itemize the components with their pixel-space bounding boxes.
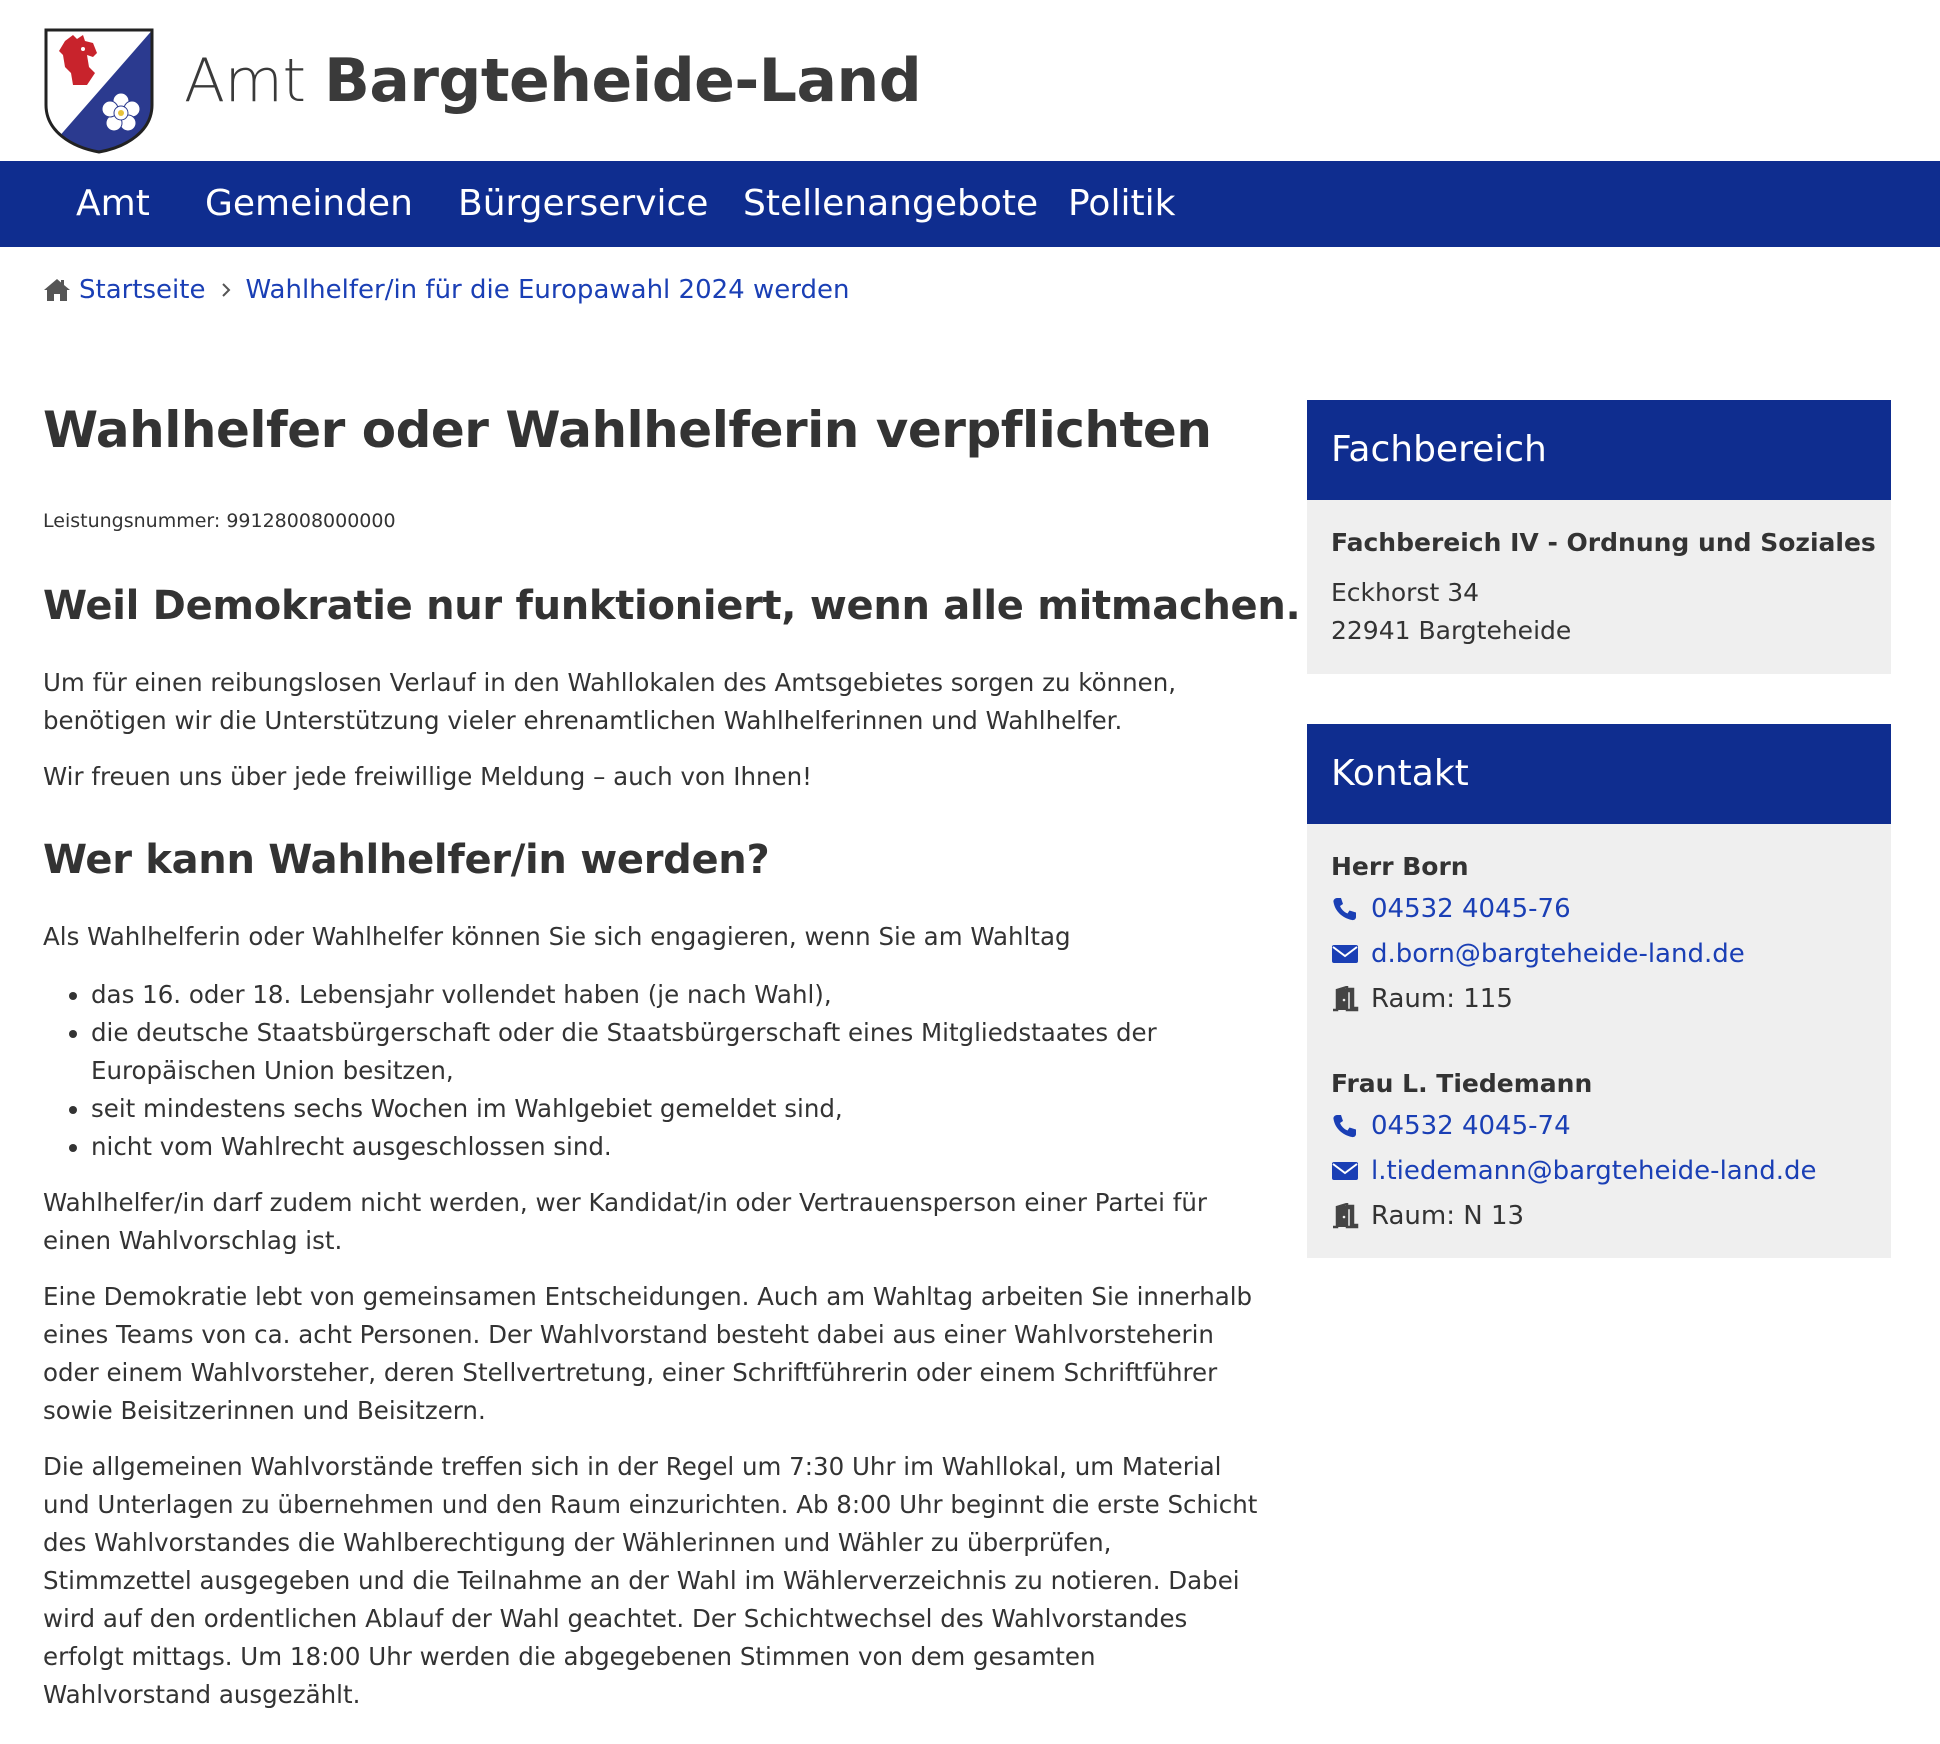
contact-email-link[interactable]: l.tiedemann@bargteheide-land.de [1371, 1155, 1817, 1186]
contact-box [1307, 724, 1891, 1258]
contact-phone-row [1331, 1103, 1867, 1148]
department-box [1307, 400, 1891, 674]
department-box-body [1307, 500, 1891, 674]
contact-room-row [1331, 1193, 1867, 1238]
requirements-list [91, 976, 1258, 1166]
chevron-right-icon [217, 281, 235, 299]
home-icon[interactable] [43, 278, 71, 302]
contact-room: Raum: 115 [1371, 983, 1513, 1014]
department-city: 22941 Bargteheide [1331, 616, 1572, 645]
nav-item-buergerservice[interactable]: Bürgerservice [458, 183, 709, 224]
paragraph-intro: Um für einen reibungslosen Verlauf in den Wahllokalen des Amtsgebietes sorgen zu können, benötigen wir die Unterstützung vieler ehrenamtlichen Wahlhelferinnen und Wahlhelfer. [43, 668, 1177, 735]
door-icon [1331, 1203, 1359, 1229]
contact-email-row [1331, 1148, 1867, 1193]
department-box-heading: Fachbereich [1307, 400, 1891, 500]
contact-phone-row [1331, 886, 1867, 931]
breadcrumb-home-link[interactable]: Startseite [79, 275, 206, 305]
phone-icon [1331, 1113, 1359, 1139]
department-street: Eckhorst 34 [1331, 578, 1480, 607]
list-item: • seit mindestens sechs Wochen im Wahlgebiet gemeldet sind, [91, 1090, 1258, 1128]
main-content [43, 400, 1301, 1714]
envelope-icon [1331, 941, 1359, 967]
paragraph-schedule: Die allgemeinen Wahlvorstände treffen sich in der Regel um 7:30 Uhr im Wahllokal, um Material und Unterlagen zu übernehmen und den Raum einzurichten. Ab 8:00 Uhr beginnt die erste Schicht des Wahlvorstandes die Wahlberechtigung der Wählerinnen und Wähler zu überprüfen, Stimmzettel ausgegeben und die Teilnahme an der Wahl im Wählerverzeichnis zu notieren. Dabei wird auf den ordentlichen Ablauf der Wahl geachtet. Der Schichtwechsel des Wahlvorstandes erfolgt mittags. Um 18:00 Uhr werden die abgegebenen Stimmen von dem gesamten Wahlvorstand ausgezählt. [43, 1452, 1258, 1709]
page-title: Wahlhelfer oder Wahlhelferin verpflichten [43, 401, 1212, 459]
contact-phone-link[interactable]: 04532 4045-74 [1371, 1110, 1571, 1141]
list-item: • das 16. oder 18. Lebensjahr vollendet haben (je nach Wahl), [91, 976, 1258, 1014]
contact-email-row [1331, 931, 1867, 976]
nav-item-amt[interactable]: Amt [76, 183, 150, 224]
contact-box-body [1307, 824, 1891, 1258]
envelope-icon [1331, 1158, 1359, 1184]
contact-phone-link[interactable]: 04532 4045-76 [1371, 893, 1571, 924]
main-navigation [0, 161, 1940, 247]
breadcrumb [43, 272, 849, 308]
phone-icon [1331, 896, 1359, 922]
contact-room-row [1331, 976, 1867, 1021]
contact-person [1331, 1065, 1867, 1238]
contact-box-heading: Kontakt [1307, 724, 1891, 824]
department-address [1331, 574, 1867, 650]
paragraph-invitation: Wir freuen uns über jede freiwillige Meldung – auch von Ihnen! [43, 762, 812, 791]
nav-item-gemeinden[interactable]: Gemeinden [205, 183, 413, 224]
site-title-main: Bargteheide-Land [324, 46, 922, 116]
contact-email-link[interactable]: d.born@bargteheide-land.de [1371, 938, 1745, 969]
nav-item-stellenangebote[interactable]: Stellenangebote [743, 183, 1039, 224]
contact-room: Raum: N 13 [1371, 1200, 1525, 1231]
section-heading-eligibility: Wer kann Wahlhelfer/in werden? [43, 837, 770, 883]
nav-item-politik[interactable]: Politik [1068, 183, 1176, 224]
site-header [0, 0, 1940, 161]
site-title[interactable] [184, 46, 921, 116]
service-number: Leistungsnummer: 99128008000000 [43, 510, 396, 532]
department-name: Fachbereich IV - Ordnung und Soziales [1331, 528, 1876, 557]
contact-person [1331, 848, 1867, 1021]
coat-of-arms-icon[interactable] [43, 27, 155, 155]
contact-name: Frau L. Tiedemann [1331, 1069, 1593, 1098]
list-item: • die deutsche Staatsbürgerschaft oder die Staatsbürgerschaft eines Mitgliedstaates der Europäischen Union besitzen, [91, 1014, 1258, 1090]
paragraph-eligibility-intro: Als Wahlhelferin oder Wahlhelfer können Sie sich engagieren, wenn Sie am Wahltag [43, 922, 1071, 951]
paragraph-exclusion: Wahlhelfer/in darf zudem nicht werden, wer Kandidat/in oder Vertrauensperson einer Partei für einen Wahlvorschlag ist. [43, 1188, 1207, 1255]
paragraph-team: Eine Demokratie lebt von gemeinsamen Entscheidungen. Auch am Wahltag arbeiten Sie innerhalb eines Teams von ca. acht Personen. Der Wahlvorstand besteht dabei aus einer Wahlvorsteherin oder einem Wahlvorsteher, deren Stellvertretung, einer Schriftführerin oder einem Schriftführer sowie Beisitzerinnen und Beisitzern. [43, 1282, 1253, 1425]
section-heading-democracy: Weil Demokratie nur funktioniert, wenn alle mitmachen. [43, 583, 1301, 629]
door-icon [1331, 986, 1359, 1012]
contact-name: Herr Born [1331, 852, 1469, 881]
site-title-prefix: Amt [184, 46, 306, 116]
breadcrumb-current-link[interactable]: Wahlhelfer/in für die Europawahl 2024 werden [245, 275, 850, 305]
list-item: • nicht vom Wahlrecht ausgeschlossen sind. [91, 1128, 1258, 1166]
